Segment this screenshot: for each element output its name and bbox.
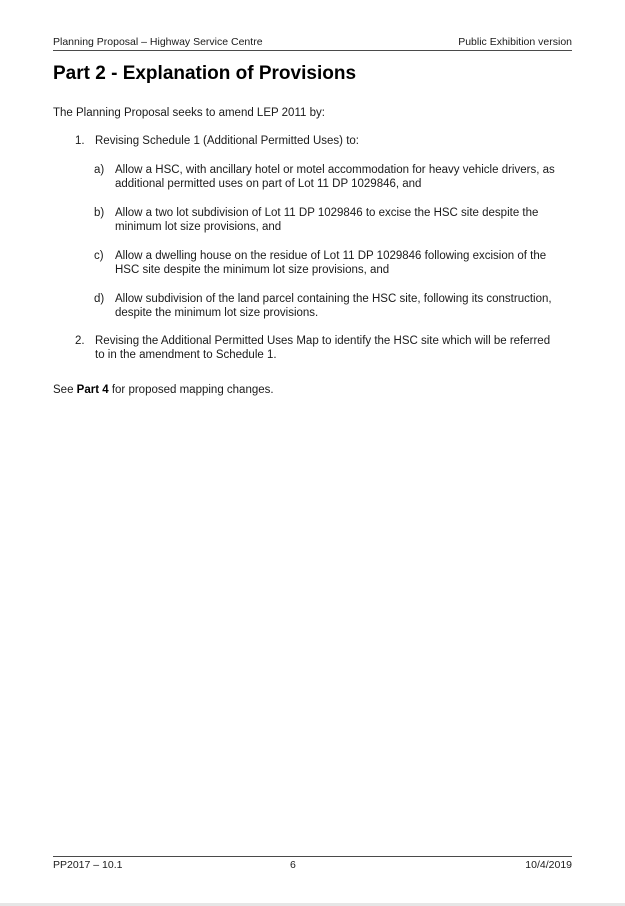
sub-marker: a) — [94, 164, 105, 176]
page-number: 6 — [290, 859, 296, 871]
list-item-1 — [75, 134, 575, 148]
sub-item-line: additional permitted uses on part of Lot 11 DP 1029846, and — [115, 178, 422, 190]
section-heading: Part 2 - Explanation of Provisions — [53, 63, 357, 84]
list-item-text — [95, 334, 575, 362]
see-prefix: See — [53, 384, 77, 396]
page-footer — [53, 856, 572, 871]
see-suffix: for proposed mapping changes. — [108, 384, 274, 396]
see-also-paragraph — [53, 383, 274, 397]
list-item-text: Revising Schedule 1 (Additional Permitted Uses) to: — [95, 135, 359, 147]
sub-item-line: Allow a two lot subdivision of Lot 11 DP 1029846 to excise the HSC site despite the — [115, 207, 539, 219]
sub-item-text — [115, 292, 575, 320]
part-reference: Part 4 — [76, 384, 109, 396]
sub-marker: c) — [94, 250, 104, 262]
page-header — [53, 36, 572, 51]
footer-date: 10/4/2019 — [525, 859, 572, 871]
sub-marker: b) — [94, 207, 105, 219]
sub-item-line: Allow a HSC, with ancillary hotel or motel accommodation for heavy vehicle drivers, as — [115, 164, 555, 176]
sub-item-text — [115, 163, 575, 191]
list-item-line: to in the amendment to Schedule 1. — [95, 349, 277, 361]
header-version: Public Exhibition version — [458, 36, 572, 48]
sub-item-a — [94, 163, 574, 191]
list-item-2 — [75, 334, 575, 362]
sub-item-c — [94, 249, 574, 277]
list-marker: 1. — [75, 135, 85, 147]
sub-item-line: despite the minimum lot size provisions. — [115, 307, 319, 319]
sub-item-text — [115, 249, 575, 277]
sub-item-line: Allow subdivision of the land parcel containing the HSC site, following its construction, — [115, 293, 552, 305]
sub-item-line: HSC site despite the minimum lot size provisions, and — [115, 264, 390, 276]
intro-paragraph: The Planning Proposal seeks to amend LEP 2011 by: — [53, 107, 325, 119]
sub-item-line: minimum lot size provisions, and — [115, 221, 282, 233]
sub-item-text — [115, 206, 575, 234]
sub-marker: d) — [94, 293, 105, 305]
footer-reference: PP2017 – 10.1 — [53, 859, 123, 871]
list-item-line: Revising the Additional Permitted Uses Map to identify the HSC site which will be referred — [95, 335, 551, 347]
list-marker: 2. — [75, 335, 85, 347]
sub-item-line: Allow a dwelling house on the residue of Lot 11 DP 1029846 following excision of the — [115, 250, 547, 262]
header-document-title: Planning Proposal – Highway Service Centre — [53, 36, 263, 48]
sub-item-d — [94, 292, 574, 320]
sub-item-b — [94, 206, 574, 234]
